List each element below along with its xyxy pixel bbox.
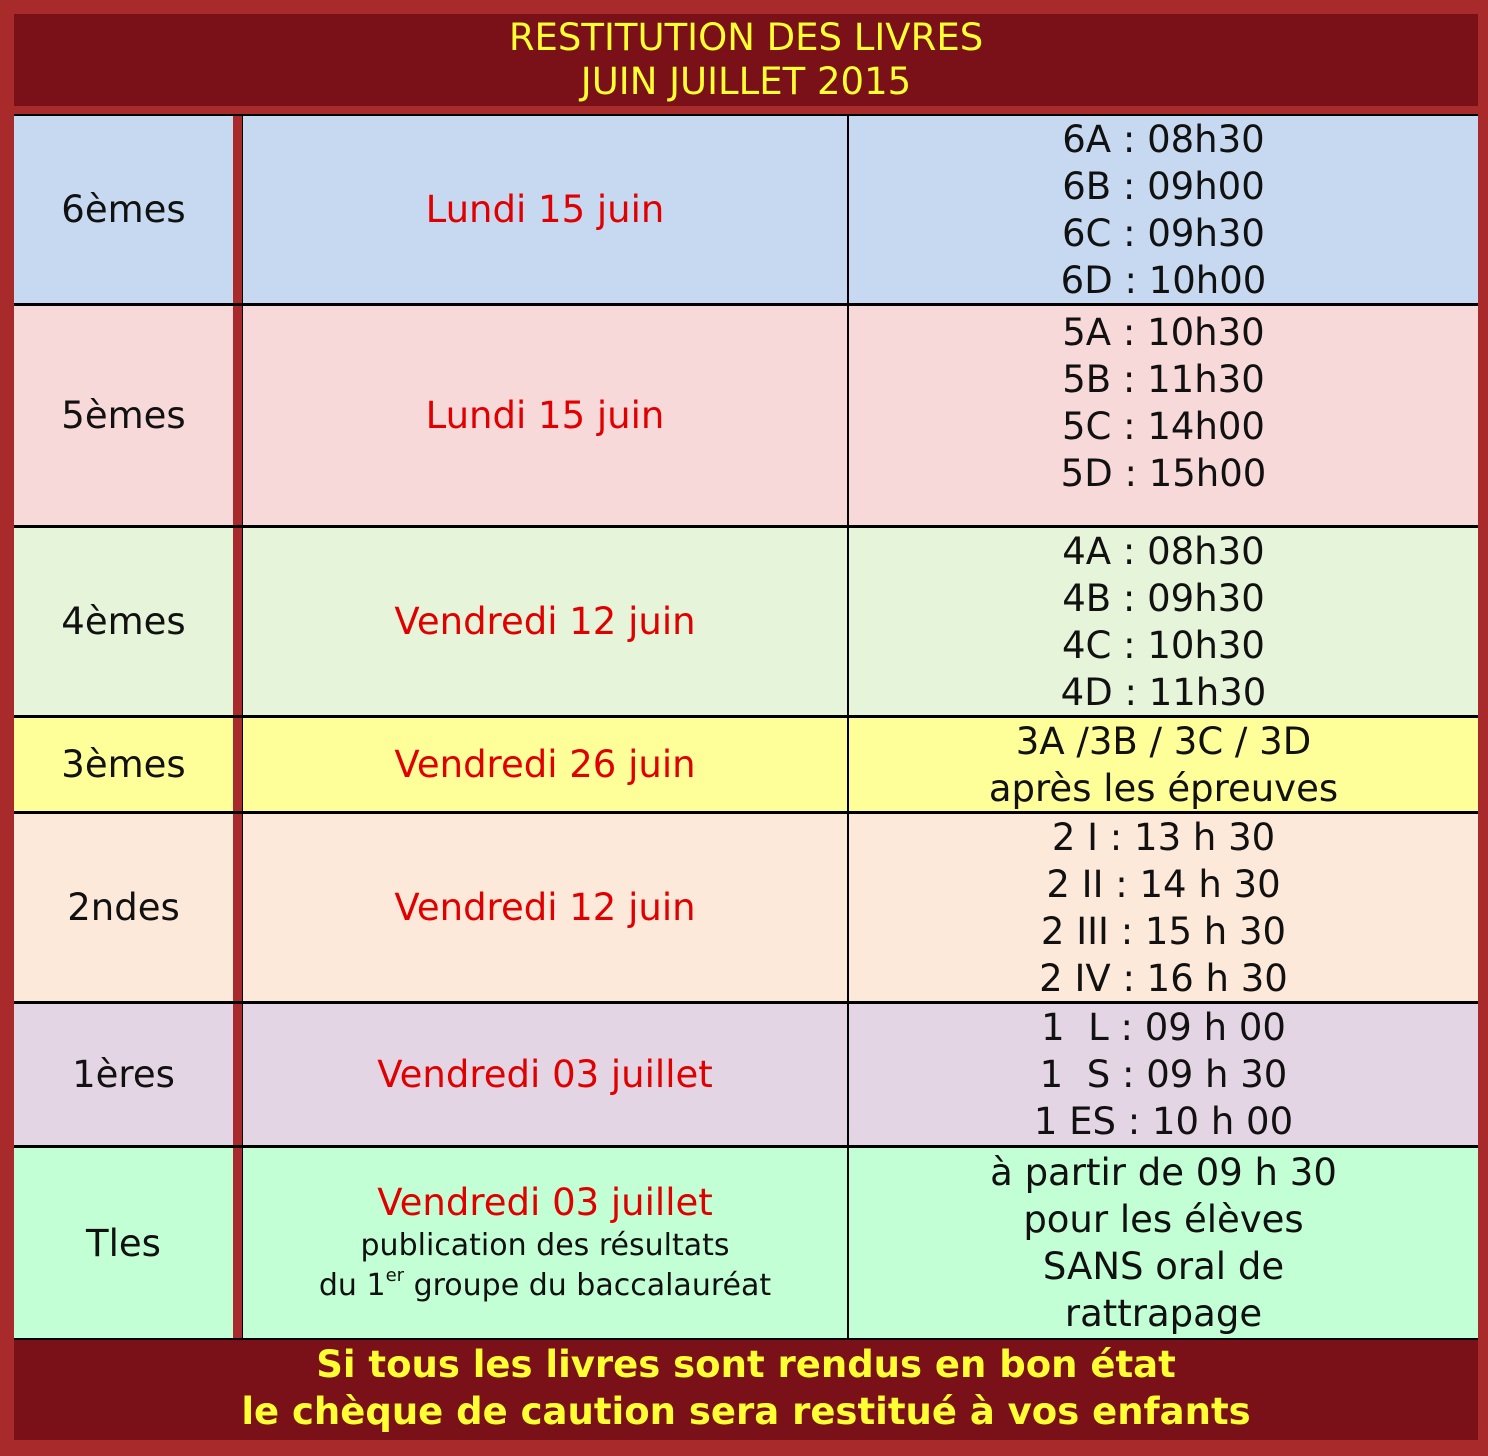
schedule-line: 4C : 10h30 — [1062, 623, 1265, 667]
document-header — [14, 14, 1478, 106]
schedule-line: 6C : 09h30 — [1062, 211, 1265, 255]
date-text: Vendredi 26 juin — [394, 742, 696, 786]
column-divider — [233, 718, 242, 811]
table-row — [14, 528, 1478, 715]
schedule-table — [14, 114, 1478, 1340]
results-note-line2 — [319, 1266, 771, 1306]
header-subtitle: JUIN JUILLET 2015 — [580, 60, 912, 103]
table-row — [14, 718, 1478, 811]
schedule-line: 3A /3B / 3C / 3D — [1015, 719, 1312, 763]
schedule-line: 2 II : 14 h 30 — [1046, 862, 1281, 906]
schedule-cell — [849, 528, 1478, 715]
table-row — [14, 116, 1478, 303]
date-text: Vendredi 03 juillet — [377, 1052, 713, 1096]
note-superscript: er — [385, 1265, 405, 1286]
date-cell — [243, 1148, 847, 1338]
schedule-cell — [849, 306, 1478, 525]
level-cell: 5èmes — [14, 306, 233, 525]
table-row — [14, 1004, 1478, 1145]
schedule-line: à partir de 09 h 30 — [990, 1151, 1337, 1194]
column-divider — [233, 1004, 242, 1145]
date-cell — [243, 116, 847, 303]
schedule-line: 6A : 08h30 — [1062, 117, 1265, 161]
schedule-line: pour les élèves — [1023, 1198, 1304, 1241]
note-suffix: groupe du baccalauréat — [404, 1268, 772, 1303]
schedule-line: 1 L : 09 h 00 — [1041, 1006, 1286, 1049]
date-text: Vendredi 12 juin — [394, 599, 696, 643]
schedule-line: SANS oral de — [1042, 1245, 1285, 1288]
level-cell: Tles — [14, 1148, 233, 1338]
level-cell: 1ères — [14, 1004, 233, 1145]
column-divider — [233, 528, 242, 715]
header-title: RESTITUTION DES LIVRES — [508, 16, 984, 59]
schedule-line: après les épreuves — [988, 766, 1339, 810]
date-text: Lundi 15 juin — [425, 393, 665, 437]
schedule-line: 6D : 10h00 — [1060, 258, 1267, 302]
schedule-line: 1 ES : 10 h 00 — [1033, 1100, 1294, 1143]
date-cell — [243, 306, 847, 525]
table-row — [14, 814, 1478, 1001]
footer-line: le chèque de caution sera restitué à vos enfants — [241, 1390, 1251, 1433]
date-cell — [243, 528, 847, 715]
date-cell — [243, 1004, 847, 1145]
schedule-line: rattrapage — [1064, 1292, 1263, 1335]
column-divider — [233, 1148, 242, 1338]
schedule-cell — [849, 718, 1478, 811]
schedule-line: 4B : 09h30 — [1062, 576, 1265, 620]
schedule-line: 6B : 09h00 — [1062, 164, 1265, 208]
schedule-line: 4D : 11h30 — [1060, 670, 1267, 714]
date-text: Vendredi 12 juin — [394, 885, 696, 929]
level-cell: 3èmes — [14, 718, 233, 811]
schedule-cell — [849, 814, 1478, 1001]
schedule-cell — [849, 1148, 1478, 1338]
column-divider — [233, 306, 242, 525]
level-cell: 2ndes — [14, 814, 233, 1001]
results-note: publication des résultats — [360, 1228, 730, 1263]
schedule-cell — [849, 1004, 1478, 1145]
column-divider — [233, 116, 242, 303]
date-cell — [243, 814, 847, 1001]
schedule-line: 5A : 10h30 — [1062, 311, 1265, 354]
schedule-line: 5C : 14h00 — [1062, 405, 1265, 448]
date-text: Lundi 15 juin — [425, 187, 665, 231]
footer-line: Si tous les livres sont rendus en bon état — [316, 1343, 1176, 1386]
schedule-line: 1 S : 09 h 30 — [1039, 1053, 1288, 1096]
note-prefix: du 1 — [318, 1268, 386, 1303]
date-text: Vendredi 03 juillet — [377, 1181, 713, 1224]
schedule-line: 2 I : 13 h 30 — [1051, 815, 1276, 859]
column-divider — [233, 814, 242, 1001]
schedule-line: 5D : 15h00 — [1060, 452, 1267, 495]
level-cell: 4èmes — [14, 528, 233, 715]
schedule-line: 2 III : 15 h 30 — [1040, 909, 1287, 953]
schedule-line: 2 IV : 16 h 30 — [1039, 956, 1288, 1000]
date-cell — [243, 718, 847, 811]
schedule-line: 5B : 11h30 — [1062, 358, 1265, 401]
schedule-cell — [849, 116, 1478, 303]
level-cell: 6èmes — [14, 116, 233, 303]
table-row — [14, 1148, 1478, 1338]
document-footer — [14, 1340, 1478, 1440]
schedule-line: 4A : 08h30 — [1062, 529, 1265, 573]
table-row — [14, 306, 1478, 525]
